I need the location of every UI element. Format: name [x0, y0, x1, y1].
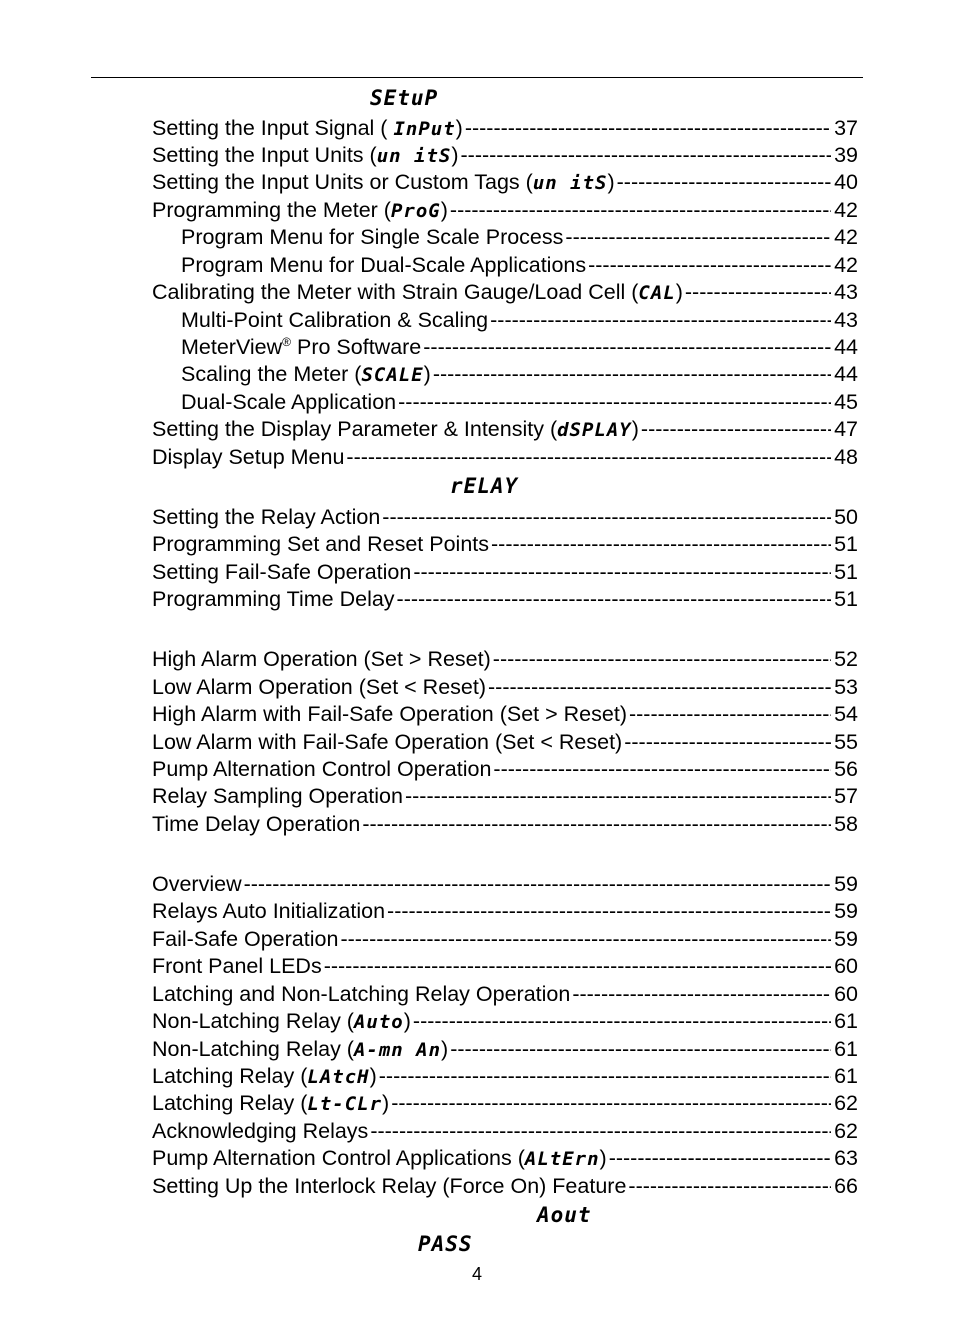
menu-code: CAL — [638, 282, 676, 304]
dot-leader — [572, 981, 831, 1007]
dot-leader — [450, 1036, 831, 1062]
menu-code: Auto — [353, 1011, 404, 1033]
page-ref: 40 — [834, 170, 858, 194]
toc-entry[interactable]: Setting the Input Signal ( InPut) ----- 37 — [152, 115, 858, 141]
dot-leader — [465, 115, 831, 141]
page-ref: 43 — [834, 308, 858, 332]
menu-code: un itS — [532, 172, 608, 194]
menu-code: Lt-CLr — [307, 1093, 383, 1115]
menu-code: A-mn An — [353, 1039, 442, 1061]
page-ref: 53 — [834, 675, 858, 699]
toc-entry[interactable]: MeterView® Pro Software ----- 44 — [181, 334, 858, 360]
dot-leader — [362, 811, 831, 837]
page-ref: 44 — [834, 335, 858, 359]
page-ref: 59 — [834, 899, 858, 923]
menu-code: ProG — [390, 200, 441, 222]
section-heading-aout: Aout — [537, 1203, 592, 1227]
toc-entry[interactable]: High Alarm Operation (Set > Reset) ----- 52 — [152, 646, 858, 672]
toc-entry[interactable]: Low Alarm with Fail-Safe Operation (Set < Reset) ----- 55 — [152, 729, 858, 755]
dot-leader — [461, 142, 832, 168]
page-ref: 66 — [834, 1174, 858, 1198]
toc-entry[interactable]: Setting Fail-Safe Operation ----- 51 — [152, 559, 858, 585]
dot-leader — [629, 701, 831, 727]
toc-entry[interactable]: Latching and Non-Latching Relay Operation ----- 60 — [152, 981, 858, 1007]
toc-entry[interactable]: Programming the Meter (ProG) ----- 42 — [152, 197, 858, 223]
toc-entry[interactable]: Front Panel LEDs ----- 60 — [152, 953, 858, 979]
toc-entry[interactable]: Program Menu for Dual-Scale Applications ----- 42 — [181, 252, 858, 278]
registered-mark: ® — [282, 334, 292, 349]
dot-leader — [346, 444, 831, 470]
page-ref: 51 — [834, 560, 858, 584]
toc-entry[interactable]: Low Alarm Operation (Set < Reset) ----- 53 — [152, 674, 858, 700]
dot-leader — [433, 361, 831, 387]
toc-entry[interactable]: Setting the Input Units or Custom Tags (un itS) ----- 40 — [152, 169, 858, 195]
dot-leader — [413, 559, 831, 585]
dot-leader — [491, 531, 831, 557]
page-ref: 39 — [834, 143, 858, 167]
toc-entry[interactable]: Non-Latching Relay (A-mn An) ----- 61 — [152, 1036, 858, 1062]
dot-leader — [391, 1090, 831, 1116]
toc-entry[interactable]: Display Setup Menu ----- 48 — [152, 444, 858, 470]
toc-entry[interactable]: Non-Latching Relay (Auto) ----- 61 — [152, 1008, 858, 1034]
dot-leader — [493, 646, 831, 672]
page-ref: 37 — [834, 116, 858, 140]
toc-entry[interactable]: Setting the Input Units (un itS) ----- 39 — [152, 142, 858, 168]
page-ref: 60 — [834, 954, 858, 978]
page-ref: 47 — [834, 417, 858, 441]
page-ref: 50 — [834, 505, 858, 529]
toc-entry[interactable]: Program Menu for Single Scale Process ----- 42 — [181, 224, 858, 250]
page-ref: 55 — [834, 730, 858, 754]
page-ref: 51 — [834, 532, 858, 556]
page-ref: 57 — [834, 784, 858, 808]
header-rule — [91, 77, 863, 78]
page-ref: 43 — [834, 280, 858, 304]
section-heading-setup: SEtuP — [370, 86, 439, 110]
menu-code: SCALE — [361, 364, 424, 386]
toc-entry[interactable]: Pump Alternation Control Applications (ALtErn) ----- 63 — [152, 1145, 858, 1171]
page-ref: 42 — [834, 198, 858, 222]
dot-leader — [450, 197, 831, 223]
menu-code: un itS — [376, 145, 452, 167]
page-ref: 42 — [834, 225, 858, 249]
menu-code: dSPLAY — [557, 419, 632, 441]
page-ref: 58 — [834, 812, 858, 836]
page-ref: 45 — [834, 390, 858, 414]
page-ref: 42 — [834, 253, 858, 277]
toc-entry[interactable]: Multi-Point Calibration & Scaling ----- 43 — [181, 307, 858, 333]
dot-leader — [423, 334, 831, 360]
toc-entry[interactable]: Relays Auto Initialization ----- 59 — [152, 898, 858, 924]
page-ref: 52 — [834, 647, 858, 671]
toc-entry[interactable]: Programming Time Delay ----- 51 — [152, 586, 858, 612]
dot-leader — [413, 1008, 831, 1034]
menu-code: LAtcH — [307, 1066, 370, 1088]
toc-entry[interactable]: Dual-Scale Application ----- 45 — [181, 389, 858, 415]
toc-entry[interactable]: Fail-Safe Operation ----- 59 — [152, 926, 858, 952]
page-ref: 62 — [834, 1119, 858, 1143]
section-heading-pass: PASS — [418, 1232, 473, 1256]
dot-leader — [565, 224, 831, 250]
toc-entry[interactable]: Latching Relay (LAtcH) ----- 61 — [152, 1063, 858, 1089]
section-heading-relay: rELAY — [450, 474, 519, 498]
dot-leader — [405, 783, 831, 809]
menu-code: InPut — [393, 118, 456, 140]
dot-leader — [628, 1173, 831, 1199]
page-number: 4 — [471, 1264, 482, 1284]
dot-leader — [588, 252, 831, 278]
page-ref: 51 — [834, 587, 858, 611]
page-ref: 59 — [834, 872, 858, 896]
toc-entry[interactable]: Latching Relay (Lt-CLr) ----- 62 — [152, 1090, 858, 1116]
dot-leader — [397, 586, 832, 612]
dot-leader — [624, 729, 831, 755]
toc-entry[interactable]: Setting the Display Parameter & Intensity (dSPLAY) ----- 47 — [152, 416, 858, 442]
page-ref: 48 — [834, 445, 858, 469]
page-ref: 60 — [834, 982, 858, 1006]
page-ref: 44 — [834, 362, 858, 386]
page-ref: 61 — [834, 1037, 858, 1061]
dot-leader — [340, 926, 831, 952]
dot-leader — [324, 953, 831, 979]
page-ref: 61 — [834, 1064, 858, 1088]
toc-entry[interactable]: Setting the Relay Action ----- 50 — [152, 504, 858, 530]
dot-leader — [387, 898, 831, 924]
page-ref: 61 — [834, 1009, 858, 1033]
dot-leader — [493, 756, 831, 782]
dot-leader — [641, 416, 831, 442]
dot-leader — [617, 169, 831, 195]
page-ref: 62 — [834, 1091, 858, 1115]
toc-entry[interactable]: Scaling the Meter (SCALE) ----- 44 — [181, 361, 858, 387]
dot-leader — [488, 674, 831, 700]
toc-entry[interactable]: Relay Sampling Operation ----- 57 — [152, 783, 858, 809]
page-ref: 63 — [834, 1146, 858, 1170]
page-ref: 56 — [834, 757, 858, 781]
toc-entry[interactable]: High Alarm with Fail-Safe Operation (Set > Reset) ----- 54 — [152, 701, 858, 727]
dot-leader — [382, 504, 831, 530]
page-ref: 59 — [834, 927, 858, 951]
menu-code: ALtErn — [524, 1148, 600, 1170]
toc-entry[interactable]: Programming Set and Reset Points ----- 51 — [152, 531, 858, 557]
dot-leader — [379, 1063, 831, 1089]
toc-entry[interactable]: Acknowledging Relays ----- 62 — [152, 1118, 858, 1144]
toc-entry[interactable]: Calibrating the Meter with Strain Gauge/Load Cell (CAL) ----- 43 — [152, 279, 858, 305]
dot-leader — [609, 1145, 831, 1171]
dot-leader — [370, 1118, 831, 1144]
dot-leader — [490, 307, 831, 333]
dot-leader — [685, 279, 831, 305]
toc-entry[interactable]: Time Delay Operation ----- 58 — [152, 811, 858, 837]
toc-entry[interactable]: Pump Alternation Control Operation ----- 56 — [152, 756, 858, 782]
toc-entry[interactable]: Overview ----- 59 — [152, 871, 858, 897]
toc-entry[interactable]: Setting Up the Interlock Relay (Force On) Feature ----- 66 — [152, 1173, 858, 1199]
page-ref: 54 — [834, 702, 858, 726]
dot-leader — [398, 389, 831, 415]
dot-leader — [244, 871, 831, 897]
